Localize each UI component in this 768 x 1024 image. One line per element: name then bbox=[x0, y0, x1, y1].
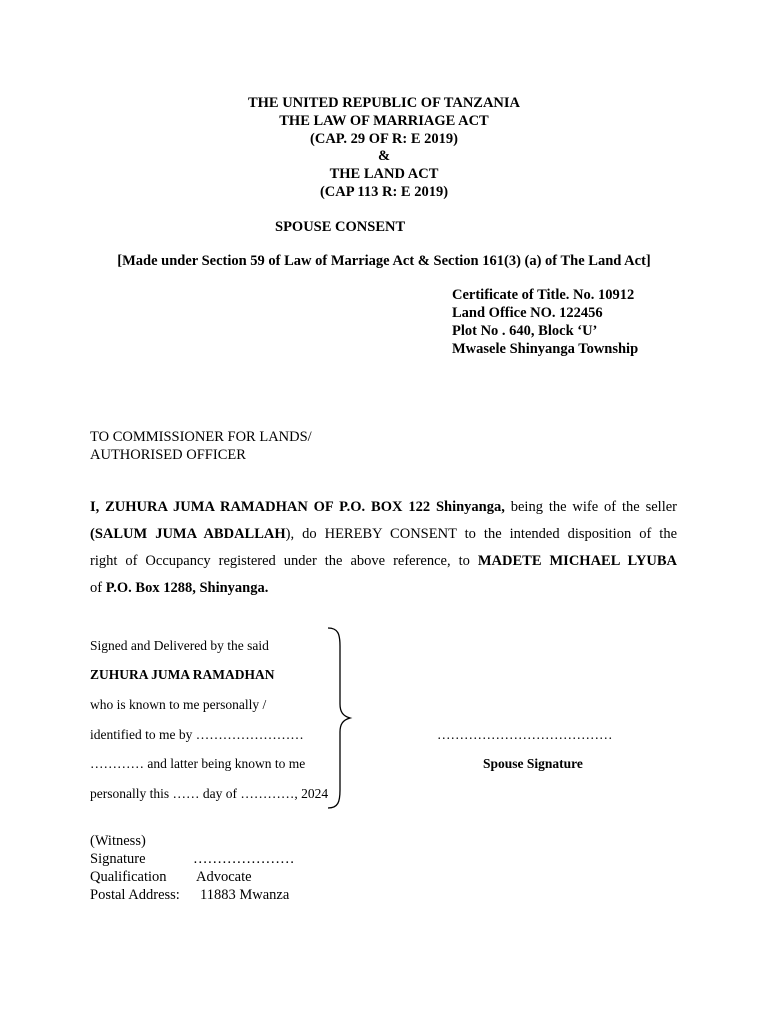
consent-line-2-text: ), do HEREBY CONSENT to the intended disposition of the bbox=[285, 526, 678, 542]
witness-qualification-value: Advocate bbox=[196, 869, 252, 885]
consent-line-3-text: right of Occupancy registered under the above reference, to bbox=[90, 553, 478, 569]
witness-signature-label: Signature bbox=[90, 851, 146, 867]
property-location: Mwasele Shinyanga Township bbox=[452, 341, 639, 357]
header-ampersand: & bbox=[377, 148, 391, 164]
consent-line-1 bbox=[90, 494, 677, 521]
consent-line-4 bbox=[90, 575, 677, 602]
header-marriage-act: THE LAW OF MARRIAGE ACT bbox=[279, 113, 489, 129]
date-line: personally this …… day of …………, 2024 bbox=[90, 786, 329, 801]
consent-line-4-text: of bbox=[90, 580, 106, 596]
latter-known-line: ………… and latter being known to me bbox=[90, 756, 306, 771]
document-title: SPOUSE CONSENT bbox=[275, 219, 406, 235]
addressee-line-1: TO COMMISSIONER FOR LANDS/ bbox=[90, 429, 312, 445]
consent-line-2 bbox=[90, 521, 677, 548]
header-marriage-cap: (CAP. 29 OF R: E 2019) bbox=[310, 131, 458, 147]
spouse-signature-line: ………………………………… bbox=[437, 727, 613, 742]
witness-heading: (Witness) bbox=[90, 833, 146, 849]
curly-brace-icon bbox=[326, 626, 354, 810]
witness-postal-label: Postal Address: bbox=[90, 887, 180, 903]
consent-line-3 bbox=[90, 548, 677, 575]
consent-line-1-text: being the wife of the seller bbox=[504, 499, 677, 515]
addressee-line-2: AUTHORISED OFFICER bbox=[90, 447, 246, 463]
buyer-address: P.O. Box 1288, Shinyanga. bbox=[105, 580, 269, 596]
plot-block: Plot No . 640, Block ‘U’ bbox=[452, 323, 598, 339]
consenting-spouse-name: I, ZUHURA JUMA RAMADHAN OF P.O. BOX 122 Shinyanga, bbox=[90, 499, 505, 515]
consent-paragraph bbox=[90, 494, 677, 602]
seller-name: (SALUM JUMA ABDALLAH bbox=[90, 526, 286, 542]
spouse-signature-label: Spouse Signature bbox=[483, 756, 583, 771]
signed-delivered-line: Signed and Delivered by the said bbox=[90, 638, 269, 653]
witness-postal-value: 11883 Mwanza bbox=[200, 887, 290, 903]
identified-by-line: identified to me by …………………… bbox=[90, 727, 304, 742]
witness-qualification-row bbox=[90, 868, 390, 886]
document-subtitle: [Made under Section 59 of Law of Marriage Act & Section 161(3) (a) of The Land Act] bbox=[117, 253, 651, 269]
witness-signature-row bbox=[90, 850, 390, 868]
signatory-name: ZUHURA JUMA RAMADHAN bbox=[90, 667, 275, 682]
witness-qualification-label: Qualification bbox=[90, 869, 167, 885]
witness-postal-row bbox=[90, 886, 390, 904]
buyer-name: MADETE MICHAEL LYUBA bbox=[477, 553, 677, 569]
certificate-of-title: Certificate of Title. No. 10912 bbox=[452, 287, 635, 303]
header-land-act: THE LAND ACT bbox=[329, 166, 439, 182]
known-personally-line: who is known to me personally / bbox=[90, 697, 267, 712]
witness-signature-value: ………………… bbox=[193, 851, 295, 867]
land-office-number: Land Office NO. 122456 bbox=[452, 305, 603, 321]
header-republic: THE UNITED REPUBLIC OF TANZANIA bbox=[247, 95, 521, 111]
header-land-cap: (CAP 113 R: E 2019) bbox=[319, 184, 449, 200]
